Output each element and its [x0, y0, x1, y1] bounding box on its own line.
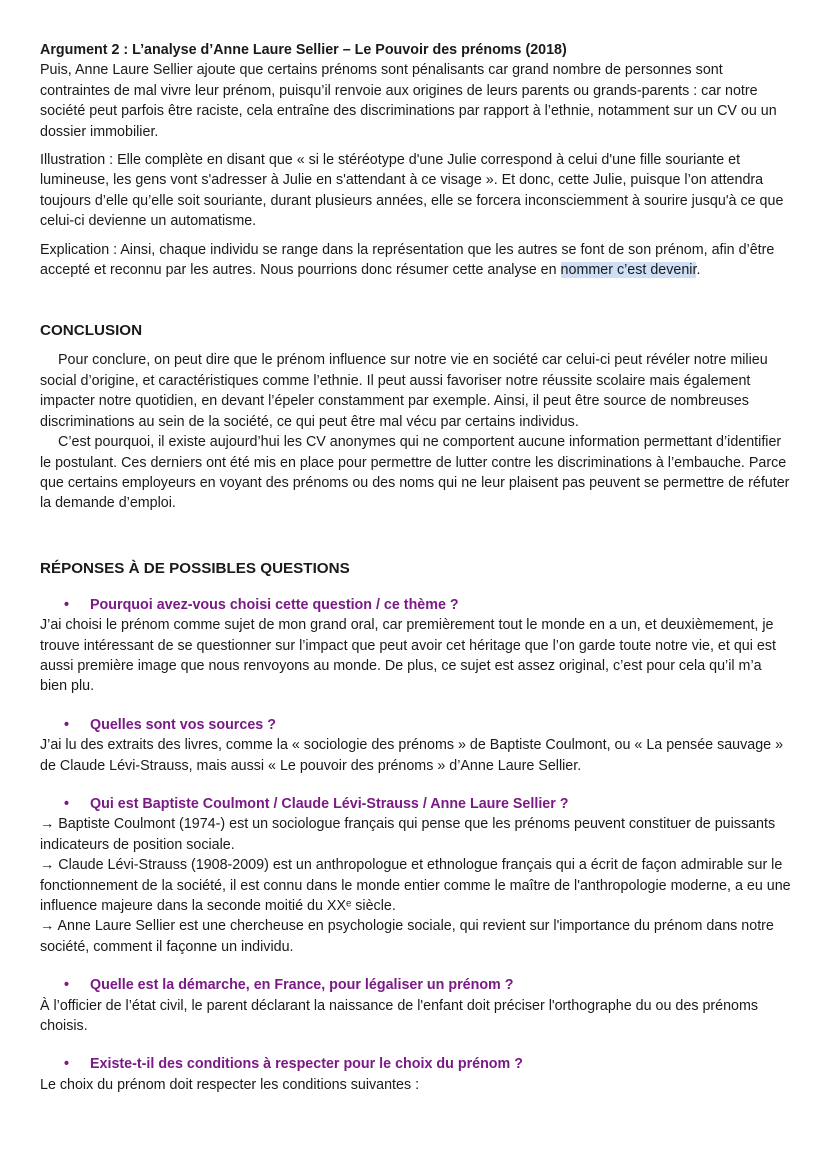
document-page: [40, 40, 792, 1095]
conclusion-heading: CONCLUSION: [40, 322, 143, 340]
bullet-icon: •: [64, 795, 70, 812]
illustration-paragraph: Illustration : Elle complète en disant que « si le stéréotype d'une Julie correspond à celui d'une fille souriante et lumineuse, les gens vont s'adresser à Julie en s'attendant à ce visage ». Et donc, cette Julie, puisque l’on attendra toujours d’elle qu’elle soit souriante, durant plusieurs années, elle se forcera inconsciemment à sourire jusqu'à ce que celui-ci devienne un automatisme.: [40, 152, 784, 230]
answer-line: → Baptiste Coulmont (1974-) est un sociologue français qui pense que les prénoms peuvent constituer de puissants indicateurs de position sociale.: [40, 816, 776, 853]
answer-line: → Anne Laure Sellier est une chercheuse en psychologie sociale, qui revient sur l'importance du prénom dans notre société, comment il façonne un individu.: [40, 918, 774, 955]
explication-end: .: [696, 262, 701, 279]
highlighted-text[interactable]: nommer c’est devenir: [560, 262, 697, 279]
answer-line: → Claude Lévi-Strauss (1908-2009) est un anthropologue et ethnologue français qui a écrit de façon admirable sur le fonctionnement de la société, il est connu dans le monde entier comme le maître de l'anthropologie moderne, a eu une influence majeure dans la seconde moitié du XXᵉ siècle.: [40, 857, 791, 914]
bullet-icon: •: [64, 596, 70, 613]
question-heading: [40, 1054, 792, 1074]
answer-paragraph: J’ai lu des extraits des livres, comme la « sociologie des prénoms » de Baptiste Coulmont, ou « La pensée sauvage » de Claude Lévi-Strauss, mais aussi « Le pouvoir des prénoms » d’Anne Laure Sellier.: [40, 737, 784, 774]
bullet-icon: •: [64, 716, 70, 733]
question-heading: [40, 794, 792, 814]
responses-heading: RÉPONSES À DE POSSIBLES QUESTIONS: [40, 559, 350, 577]
argument-paragraph: Puis, Anne Laure Sellier ajoute que certains prénoms sont pénalisants car grand nombre de personnes sont contraintes de mal vivre leur prénom, puisqu’il renvoie aux origines de leurs parents ou grands-parents : car notre société peut parfois être raciste, cela entraîne des discriminations par rapport à l’ethnie, notamment sur un CV ou un dossier immobilier.: [40, 62, 777, 140]
question-text: Quelles sont vos sources ?: [90, 716, 276, 733]
conclusion-paragraph: C’est pourquoi, il existe aujourd’hui les CV anonymes qui ne comportent aucune information permettant d’identifier le postulant. Ces derniers ont été mis en place pour permettre de lutter contre les discriminations à l’embauche. Parce que certains employeurs en voyant des prénoms ou des noms qui ne leur plaisent pas peuvent se permettre de réfuter la demande d’emploi.: [40, 434, 790, 512]
question-text: Pourquoi avez-vous choisi cette question / ce thème ?: [90, 596, 459, 613]
question-text: Existe-t-il des conditions à respecter pour le choix du prénom ?: [90, 1056, 523, 1073]
argument-title: Argument 2 : L’analyse d’Anne Laure Sellier – Le Pouvoir des prénoms (2018): [40, 42, 567, 58]
question-heading: [40, 715, 792, 735]
explication-paragraph: [40, 240, 792, 281]
answer-paragraph: À l’officier de l’état civil, le parent déclarant la naissance de l'enfant doit préciser l'orthographe du ou des prénoms choisis.: [40, 997, 759, 1035]
bullet-icon: •: [64, 977, 70, 994]
question-text: Quelle est la démarche, en France, pour légaliser un prénom ?: [90, 977, 514, 994]
answer-paragraph: J’ai choisi le prénom comme sujet de mon grand oral, car premièrement tout le monde en a un, et deuxièmement, je trouve intéressant de se questionner sur l’impact que peut avoir cet héritage que l’on garde toute notre vie, et qui est aussi première image que nous renvoyons au monde. De plus, ce sujet est assez original, c’est pour cela qu’il m’a bien plu.: [40, 617, 776, 695]
conclusion-paragraph: Pour conclure, on peut dire que le prénom influence sur notre vie en société car celui-ci peut révéler notre milieu social d’origine, et caractéristiques comme l’ethnie. Il peut aussi favoriser notre réussite scolaire mais également impacter notre quotidien, en devant l’épeler constamment par exemple. Ainsi, il peut être source de nombreuses discriminations au sein de la société, ce qui peut être mal vécu par certains individus.: [40, 352, 768, 430]
question-heading: [40, 975, 792, 995]
question-text: Qui est Baptiste Coulmont / Claude Lévi-Strauss / Anne Laure Sellier ?: [90, 795, 569, 812]
bullet-icon: •: [64, 1056, 70, 1073]
question-heading: [40, 595, 792, 615]
explication-text: Explication : Ainsi, chaque individu se range dans la représentation que les autres se font de son prénom, afin d’être accepté et reconnu par les autres. Nous pourrions donc résumer cette analyse en: [40, 241, 775, 279]
answer-paragraph: Le choix du prénom doit respecter les conditions suivantes :: [40, 1076, 420, 1093]
